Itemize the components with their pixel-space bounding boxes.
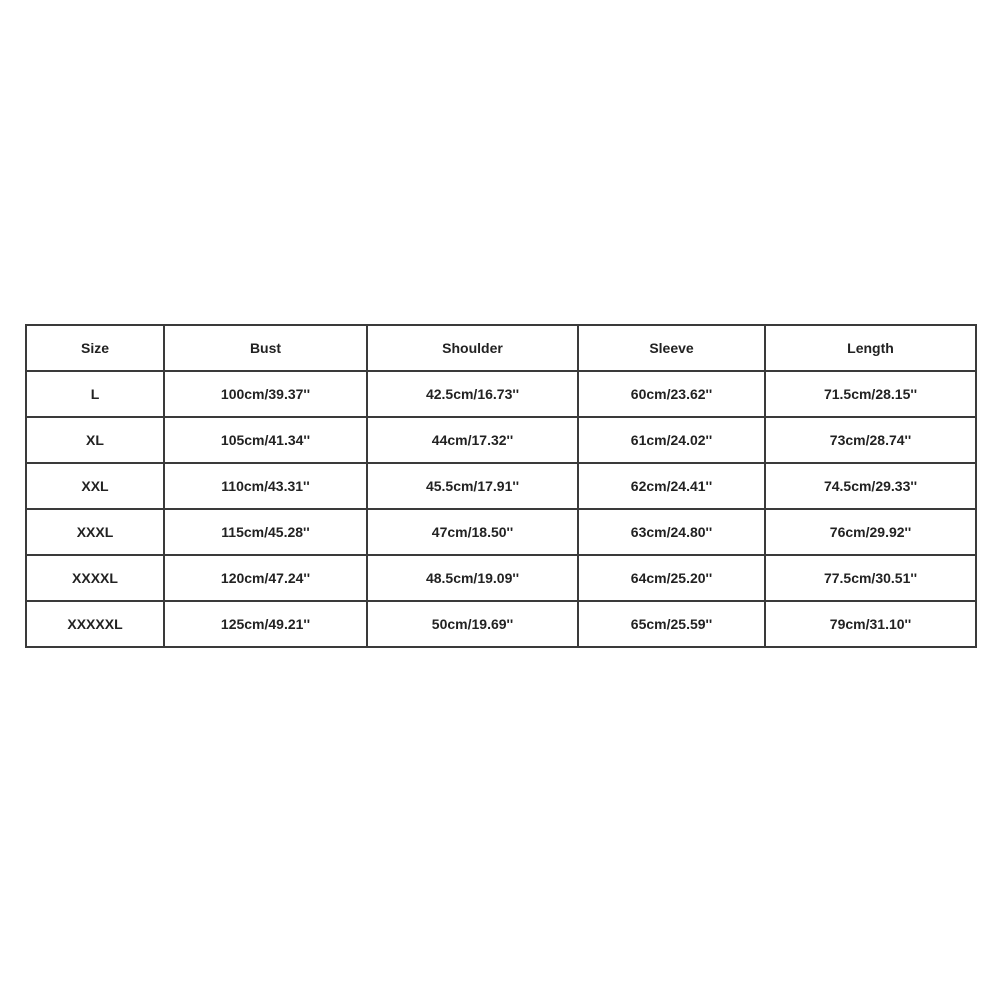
table-row	[26, 371, 976, 417]
cell-sleeve: 60cm/23.62''	[578, 371, 765, 417]
cell-bust: 115cm/45.28''	[164, 509, 367, 555]
table-row	[26, 417, 976, 463]
cell-shoulder: 45.5cm/17.91''	[367, 463, 578, 509]
cell-shoulder: 47cm/18.50''	[367, 509, 578, 555]
cell-sleeve: 61cm/24.02''	[578, 417, 765, 463]
cell-shoulder: 48.5cm/19.09''	[367, 555, 578, 601]
size-chart-table	[25, 324, 977, 648]
cell-bust: 110cm/43.31''	[164, 463, 367, 509]
header-size: Size	[26, 325, 164, 371]
cell-size: L	[26, 371, 164, 417]
table-header-row	[26, 325, 976, 371]
cell-size: XXXXL	[26, 555, 164, 601]
header-bust: Bust	[164, 325, 367, 371]
header-shoulder: Shoulder	[367, 325, 578, 371]
cell-sleeve: 62cm/24.41''	[578, 463, 765, 509]
cell-bust: 105cm/41.34''	[164, 417, 367, 463]
cell-length: 71.5cm/28.15''	[765, 371, 976, 417]
cell-length: 79cm/31.10''	[765, 601, 976, 647]
cell-length: 73cm/28.74''	[765, 417, 976, 463]
cell-shoulder: 44cm/17.32''	[367, 417, 578, 463]
cell-length: 77.5cm/30.51''	[765, 555, 976, 601]
cell-length: 76cm/29.92''	[765, 509, 976, 555]
table-row	[26, 463, 976, 509]
cell-size: XXXL	[26, 509, 164, 555]
table-row	[26, 509, 976, 555]
cell-bust: 100cm/39.37''	[164, 371, 367, 417]
table-row	[26, 601, 976, 647]
cell-sleeve: 64cm/25.20''	[578, 555, 765, 601]
cell-size: XL	[26, 417, 164, 463]
cell-shoulder: 50cm/19.69''	[367, 601, 578, 647]
cell-sleeve: 65cm/25.59''	[578, 601, 765, 647]
cell-bust: 120cm/47.24''	[164, 555, 367, 601]
cell-sleeve: 63cm/24.80''	[578, 509, 765, 555]
table-row	[26, 555, 976, 601]
header-sleeve: Sleeve	[578, 325, 765, 371]
cell-shoulder: 42.5cm/16.73''	[367, 371, 578, 417]
cell-bust: 125cm/49.21''	[164, 601, 367, 647]
cell-length: 74.5cm/29.33''	[765, 463, 976, 509]
header-length: Length	[765, 325, 976, 371]
cell-size: XXXXXL	[26, 601, 164, 647]
cell-size: XXL	[26, 463, 164, 509]
